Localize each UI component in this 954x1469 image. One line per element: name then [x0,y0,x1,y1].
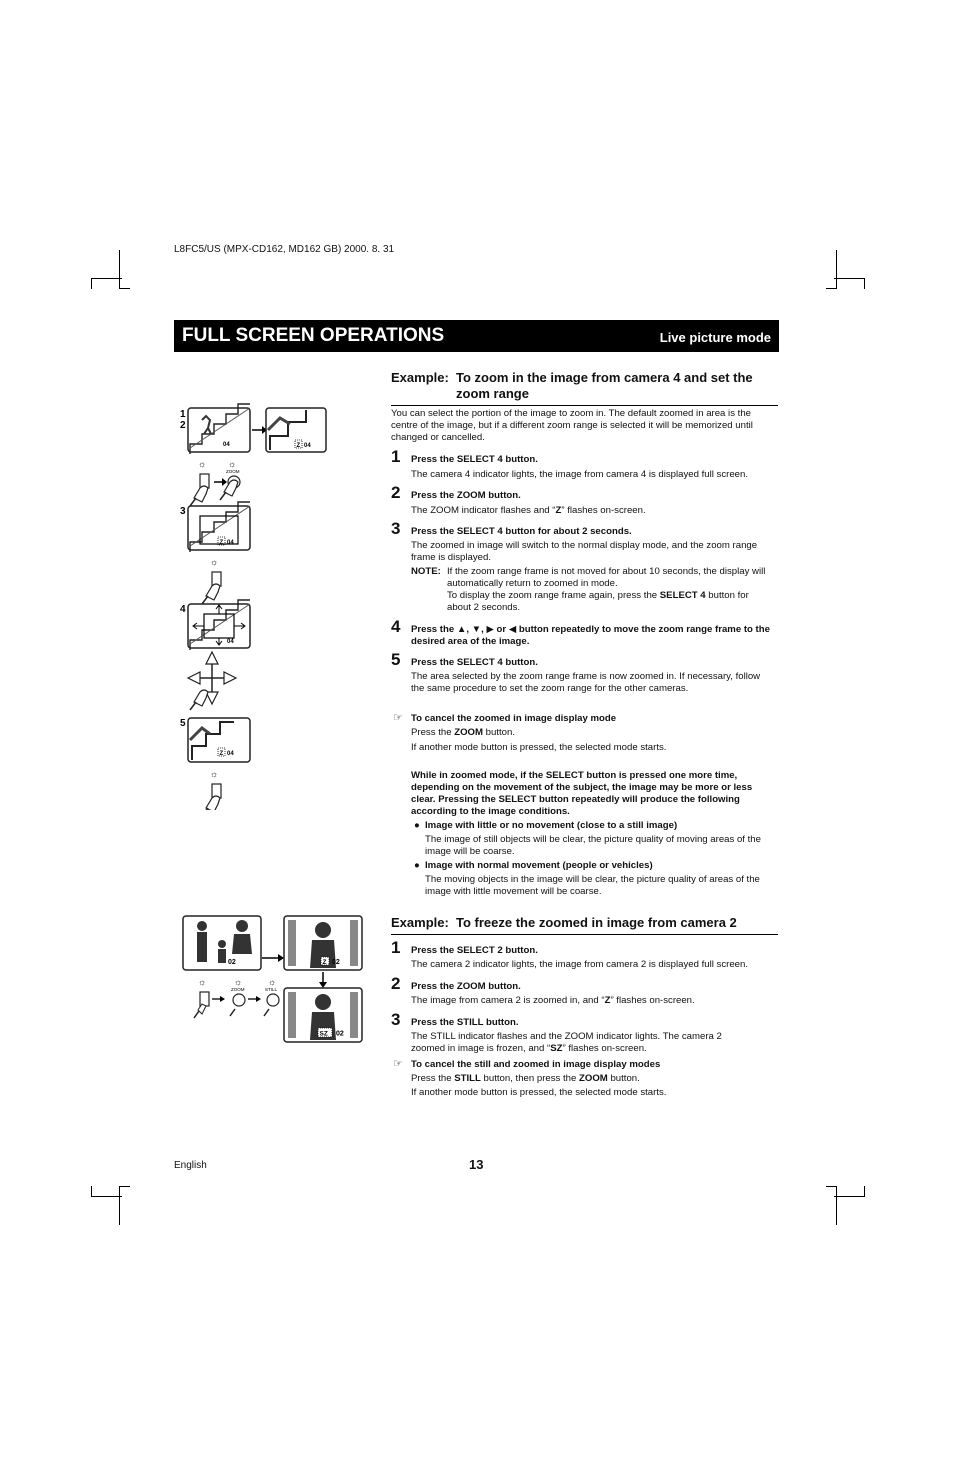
figure-label: 1 [180,409,186,420]
select-button-press [194,977,209,1018]
cancel-heading: To cancel the zoomed in image display mode [411,713,617,724]
page-title: FULL SCREEN OPERATIONS [182,325,445,346]
step-heading: Press the ZOOM button. [411,981,521,992]
step-heading: Press the ▲, ▼, ▶ or ◀ button repeatedly to move the zoom range frame to the desired area of the image. [411,624,770,647]
svg-text:☼: ☼ [234,977,243,987]
section-title-freeze [391,915,778,935]
select-button-press [190,459,209,506]
step-heading: Press the SELECT 4 button. [411,454,538,465]
example-title: To zoom in the image from camera 4 and set the zoom range [456,370,753,401]
step-body: The image from camera 2 is zoomed in, and “Z” flashes on-screen. [411,995,695,1006]
document-reference: L8FC5/US (MPX-CD162, MD162 GB) 2000. 8. 31 [174,244,395,255]
still-button-label: STILL [265,987,278,992]
cancel-heading: To cancel the still and zoomed in image display modes [411,1059,661,1070]
svg-text:☼: ☼ [210,557,219,567]
step-body: The area selected by the zoom range frame is now zoomed in. If necessary, follow the same procedure to set the zoom range for the other cameras. [411,671,761,694]
camera-number: 02 [332,959,340,966]
step-number: 5 [391,650,401,669]
camera-number: 02 [228,959,236,966]
direction-keys [188,652,236,710]
bullet-body: The moving objects in the image will be clear, the picture quality of areas of the image with little movement will be coarse. [425,874,760,897]
camera-number: 04 [227,540,234,546]
figure-label: 4 [180,604,186,615]
zoom-button-label: ZOOM [226,469,240,474]
figure-label: 3 [180,506,186,517]
zoom-button-label: ZOOM [231,987,245,992]
bullet-body: The image of still objects will be clear, the picture quality of moving areas of the image will be coarse. [425,834,761,857]
section-header-bar [174,320,779,352]
example-label: Example: [391,370,449,385]
intro-paragraph: You can select the portion of the image to zoom in. The default zoomed in area is the centre of the image, but if a different zoom range is selected it will be memorized until changed or cancelled. [391,408,753,443]
step-heading: Press the STILL button. [411,1017,519,1028]
zoom-procedure-illustration [170,400,370,810]
bullet-icon: ● [414,820,420,831]
step-number: 1 [391,447,401,466]
step-number: 1 [391,938,401,957]
zoom-indicator: Z [296,443,301,449]
crop-mark-top-left-h [91,278,122,289]
cancel-text: Press the ZOOM button. [411,727,515,738]
zoom-indicator: Z [322,959,327,966]
select-button-press [202,557,221,604]
cancel-text: If another mode button is pressed, the selected mode starts. [411,1087,667,1098]
bullet-heading: Image with normal movement (people or vehicles) [425,860,653,871]
pointing-hand-icon: ☞ [393,1058,403,1070]
zoom-indicator: Z [219,540,224,546]
bullet-icon: ● [414,860,420,871]
step-number: 2 [391,974,401,993]
mode-label: Live picture mode [659,330,771,345]
footer-language: English [174,1160,207,1171]
cancel-text: Press the STILL button, then press the ZOOM button. [411,1073,640,1084]
step-body: The ZOOM indicator flashes and “Z” flashes on-screen. [411,505,646,516]
step-heading: Press the SELECT 4 button. [411,657,538,668]
bullet-heading: Image with little or no movement (close to a still image) [425,820,678,831]
step-heading: Press the ZOOM button. [411,490,521,501]
still-zoom-indicator: SZ [319,1030,328,1038]
camera-number: 04 [304,443,311,449]
select-info-paragraph: While in zoomed mode, if the SELECT button is pressed one more time, depending on the movement of the subject, the image may be more or less clear. Pressing the SELECT button repeatedly will produce the following according to the image conditions. [411,770,753,817]
still-button-press [264,977,279,1016]
example-title: To freeze the zoomed in image from camera 2 [456,915,737,930]
up-arrow-icon [206,652,218,664]
left-arrow-icon [188,672,200,684]
step-heading: Press the SELECT 2 button. [411,945,538,956]
right-arrow-icon [224,672,236,684]
example-label: Example: [391,915,449,930]
step-body: The camera 2 indicator lights, the image from camera 2 is displayed full screen. [411,959,748,970]
select-button-press [202,769,221,810]
step-body: The zoomed in image will switch to the normal display mode, and the zoom range frame is displayed. [411,540,758,563]
step-number: 3 [391,519,401,538]
zoom-button-press [230,977,245,1016]
step-number: 3 [391,1010,401,1029]
camera-number: 02 [336,1030,344,1038]
zoom-indicator: Z [219,751,224,757]
svg-text:☼: ☼ [210,769,219,779]
figure-label: 5 [180,718,186,729]
freeze-procedure-illustration [180,912,370,1047]
step-heading: Press the SELECT 4 button for about 2 seconds. [411,526,632,537]
step-body: The camera 4 indicator lights, the image from camera 4 is displayed full screen. [411,469,748,480]
note-text: If the zoom range frame is not moved for about 10 seconds, the display will automatically return to zoomed in mode. To display the zoom range frame again, press the SELECT 4 button for about 2 seconds. [447,566,766,613]
svg-text:☼: ☼ [198,459,207,469]
cancel-text: If another mode button is pressed, the selected mode starts. [411,742,667,753]
crop-mark-bottom-right-h [834,1186,865,1197]
svg-text:☼: ☼ [198,977,207,987]
section-title-zoom [391,370,778,406]
figure-label: 2 [180,420,186,431]
svg-text:☼: ☼ [268,977,277,987]
step-number: 2 [391,483,401,502]
step-number: 4 [391,617,401,636]
pointing-hand-icon: ☞ [393,712,403,724]
svg-text:☼: ☼ [228,459,237,469]
camera-number: 04 [223,442,230,448]
page-number: 13 [469,1157,484,1172]
step-body: The STILL indicator flashes and the ZOOM indicator lights. The camera 2 zoomed in image is frozen, and “SZ” flashes on-screen. [411,1031,722,1054]
camera-number: 04 [227,751,234,757]
camera-number: 04 [227,639,234,645]
crop-mark-top-right-h [834,278,865,289]
note-label: NOTE: [411,566,441,577]
crop-mark-bottom-left-h [91,1186,122,1197]
